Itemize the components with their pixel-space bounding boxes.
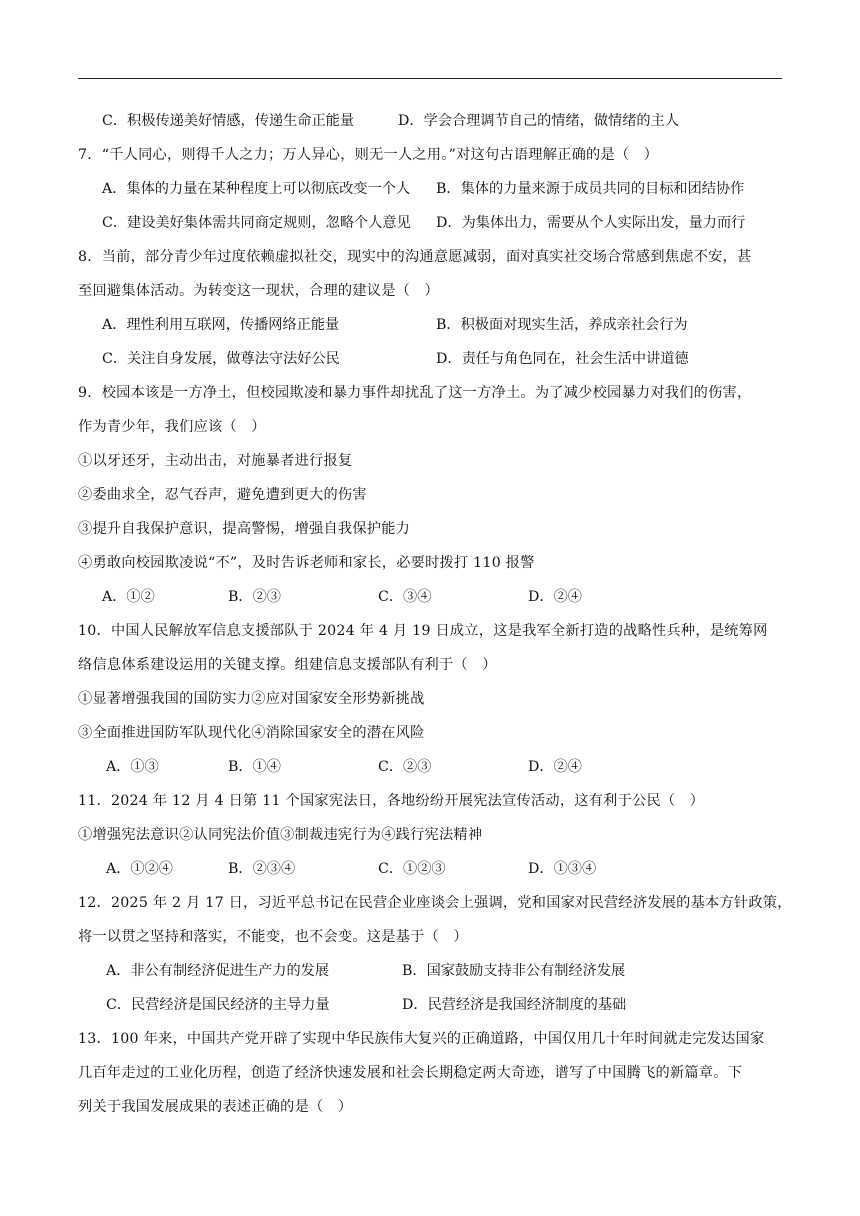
q10-option-c: C．②③ [378, 759, 432, 775]
q10-statements-2: ③全面推进国防军队现代化④消除国家安全的潜在风险 [78, 725, 425, 741]
q11-stem: 11．2024 年 12 月 4 日第 11 个国家宪法日，各地纷纷开展宪法宣传活动，这有利于公民（ ） [78, 793, 705, 809]
q9-statement-3: ③提升自我保护意识，提高警惕，增强自我保护能力 [78, 521, 411, 537]
q12-option-c: C．民营经济是国民经济的主导力量 [106, 997, 330, 1013]
q9-statement-1: ①以牙还牙，主动出击，对施暴者进行报复 [78, 453, 353, 469]
q7-option-d: D．为集体出力，需要从个人实际出发，量力而行 [436, 215, 746, 231]
q8-option-d: D．责任与角色同在，社会生活中讲道德 [436, 351, 689, 367]
q10-option-a: A．①③ [106, 759, 159, 775]
header-rule [78, 78, 782, 79]
q8-option-b: B．积极面对现实生活，养成亲社会行为 [436, 317, 688, 333]
q8-option-c: C．关注自身发展，做尊法守法好公民 [102, 351, 340, 367]
q11-option-c: C．①②③ [378, 861, 446, 877]
q12-stem-line2: 将一以贯之坚持和落实，不能变，也不会变。这是基于（ ） [78, 929, 468, 945]
q13-stem-line1: 13．100 年来，中国共产党开辟了实现中华民族伟大复兴的正确道路，中国仅用几十年时间就走完发达国家 [78, 1031, 765, 1047]
q10-stem-line2: 络信息体系建设运用的关键支撑。组建信息支援部队有利于（ ） [78, 657, 497, 673]
q7-option-a: A．集体的力量在某种程度上可以彻底改变一个人 [102, 181, 411, 197]
q9-option-c: C．③④ [378, 589, 432, 605]
q10-option-d: D．②④ [528, 759, 582, 775]
q11-option-b: B．②③④ [228, 861, 296, 877]
q11-option-d: D．①③④ [528, 861, 597, 877]
q12-stem-line1: 12．2025 年 2 月 17 日，习近平总书记在民营企业座谈会上强调，党和国家对民营经济发展的基本方针政策， [78, 895, 792, 911]
q7-option-c: C．建设美好集体需共同商定规则，忽略个人意见 [102, 215, 411, 231]
q13-stem-line3: 列关于我国发展成果的表述正确的是（ ） [78, 1099, 353, 1115]
q8-stem-line2: 至回避集体活动。为转变这一现状，合理的建议是（ ） [78, 283, 439, 299]
q10-stem-line1: 10．中国人民解放军信息支援部队于 2024 年 4 月 19 日成立，这是我军全新打造的战略性兵种，是统筹网 [78, 623, 768, 639]
q9-stem-line2: 作为青少年，我们应该（ ） [78, 419, 266, 435]
q9-statement-4: ④勇敢向校园欺凌说“不”，及时告诉老师和家长，必要时拨打 110 报警 [78, 555, 535, 571]
q9-statement-2: ②委曲求全，忍气吞声，避免遭到更大的伤害 [78, 487, 367, 503]
q8-option-a: A．理性利用互联网，传播网络正能量 [102, 317, 340, 333]
q7-option-b: B．集体的力量来源于成员共同的目标和团结协作 [436, 181, 745, 197]
q10-statements-1: ①显著增强我国的国防实力②应对国家安全形势新挑战 [78, 691, 425, 707]
q12-option-b: B．国家鼓励支持非公有制经济发展 [402, 963, 626, 979]
q9-option-b: B．②③ [228, 589, 281, 605]
q6-option-d: D．学会合理调节自己的情绪，做情绪的主人 [398, 113, 679, 129]
q9-stem-line1: 9．校园本该是一方净土，但校园欺凌和暴力事件却扰乱了这一方净土。为了减少校园暴力对我们的伤害， [78, 385, 752, 401]
q9-option-d: D．②④ [528, 589, 582, 605]
q6-option-c: C．积极传递美好情感，传递生命正能量 [102, 113, 355, 129]
q11-statements: ①增强宪法意识②认同宪法价值③制裁违宪行为④践行宪法精神 [78, 827, 483, 843]
q9-option-a: A．①② [102, 589, 155, 605]
q7-stem: 7．“千人同心，则得千人之力；万人异心，则无一人之用。”对这句古语理解正确的是（ ） [78, 147, 659, 163]
q12-option-a: A．非公有制经济促进生产力的发展 [106, 963, 330, 979]
q10-option-b: B．①④ [228, 759, 281, 775]
q8-stem-line1: 8．当前，部分青少年过度依赖虚拟社交，现实中的沟通意愿减弱，面对真实社交场合常感到焦虑不安，甚 [78, 249, 752, 265]
q11-option-a: A．①②④ [106, 861, 173, 877]
q13-stem-line2: 几百年走过的工业化历程，创造了经济快速发展和社会长期稳定两大奇迹，谱写了中国腾飞的新篇章。下 [78, 1065, 743, 1081]
q12-option-d: D．民营经济是我国经济制度的基础 [402, 997, 627, 1013]
